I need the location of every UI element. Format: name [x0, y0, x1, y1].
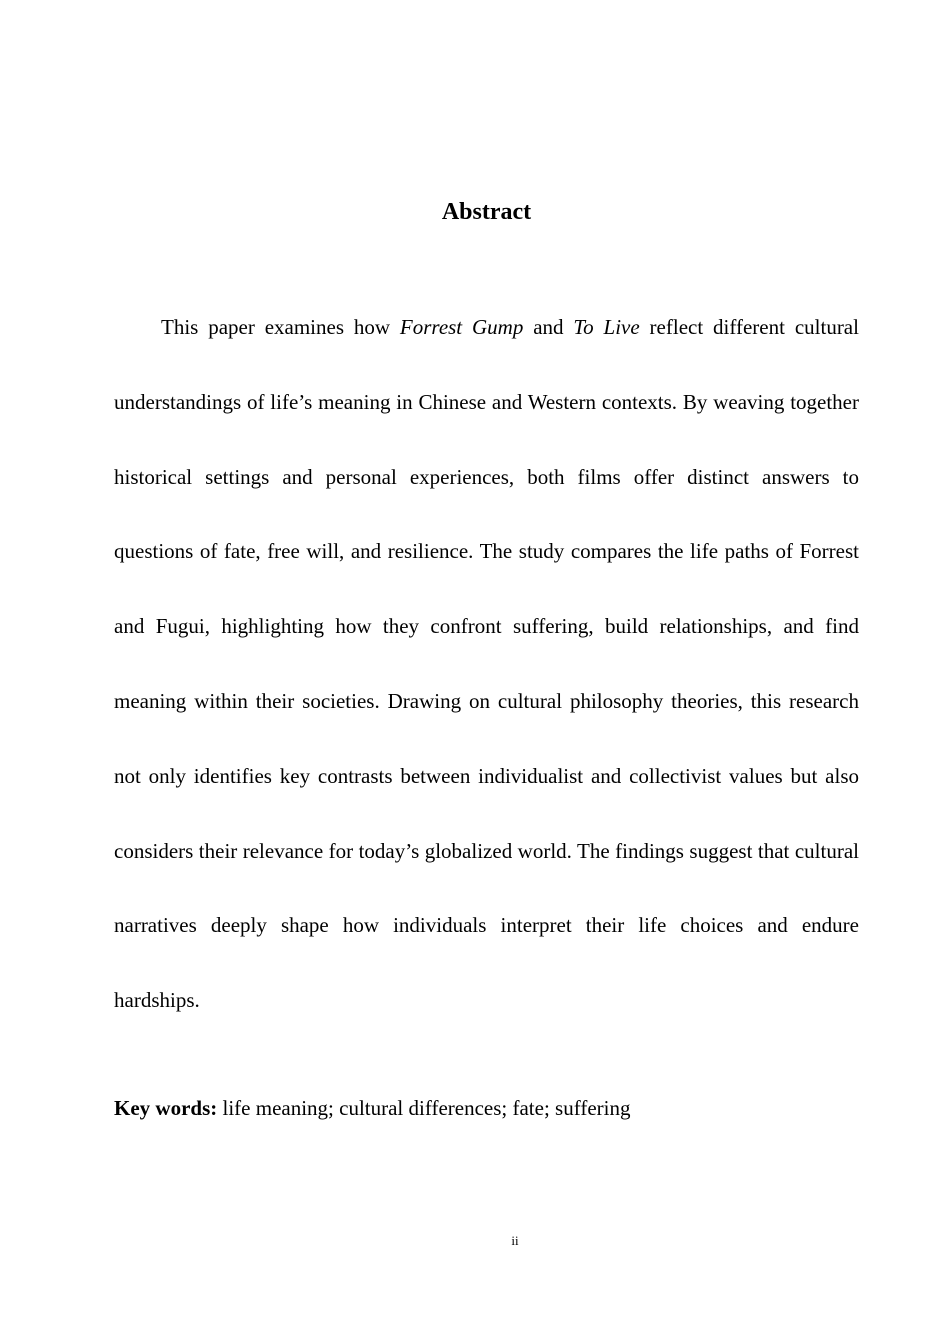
- page-number: ii: [511, 1233, 519, 1248]
- abstract-connector: and: [523, 315, 574, 339]
- film-title-forrest-gump: Forrest Gump: [399, 315, 524, 339]
- abstract-paragraph: [114, 290, 859, 1038]
- abstract-intro: This paper examines how: [161, 315, 400, 339]
- abstract-body-text: reflect different cultural understandings of life’s meaning in Chinese and Western contexts. By weaving together historical settings and personal experiences, both films offer distinct answers to questions of fate, free will, and resilience. The study compares the life paths of Forrest and Fugui, highlighting how they confront suffering, build relationships, and find meaning within their societies. Drawing on cultural philosophy theories, this research not only identifies key contrasts between individualist and collectivist values but also considers their relevance for today’s globalized world. The findings suggest that cultural narratives deeply shape how individuals interpret their life choices and endure hardships.: [114, 315, 859, 1013]
- keywords-line: [114, 1092, 859, 1124]
- keywords-value: life meaning; cultural differences; fate; suffering: [217, 1096, 631, 1120]
- film-title-to-live: To Live: [573, 315, 640, 339]
- page-title: Abstract: [441, 199, 532, 225]
- keywords-label: Key words:: [114, 1096, 218, 1120]
